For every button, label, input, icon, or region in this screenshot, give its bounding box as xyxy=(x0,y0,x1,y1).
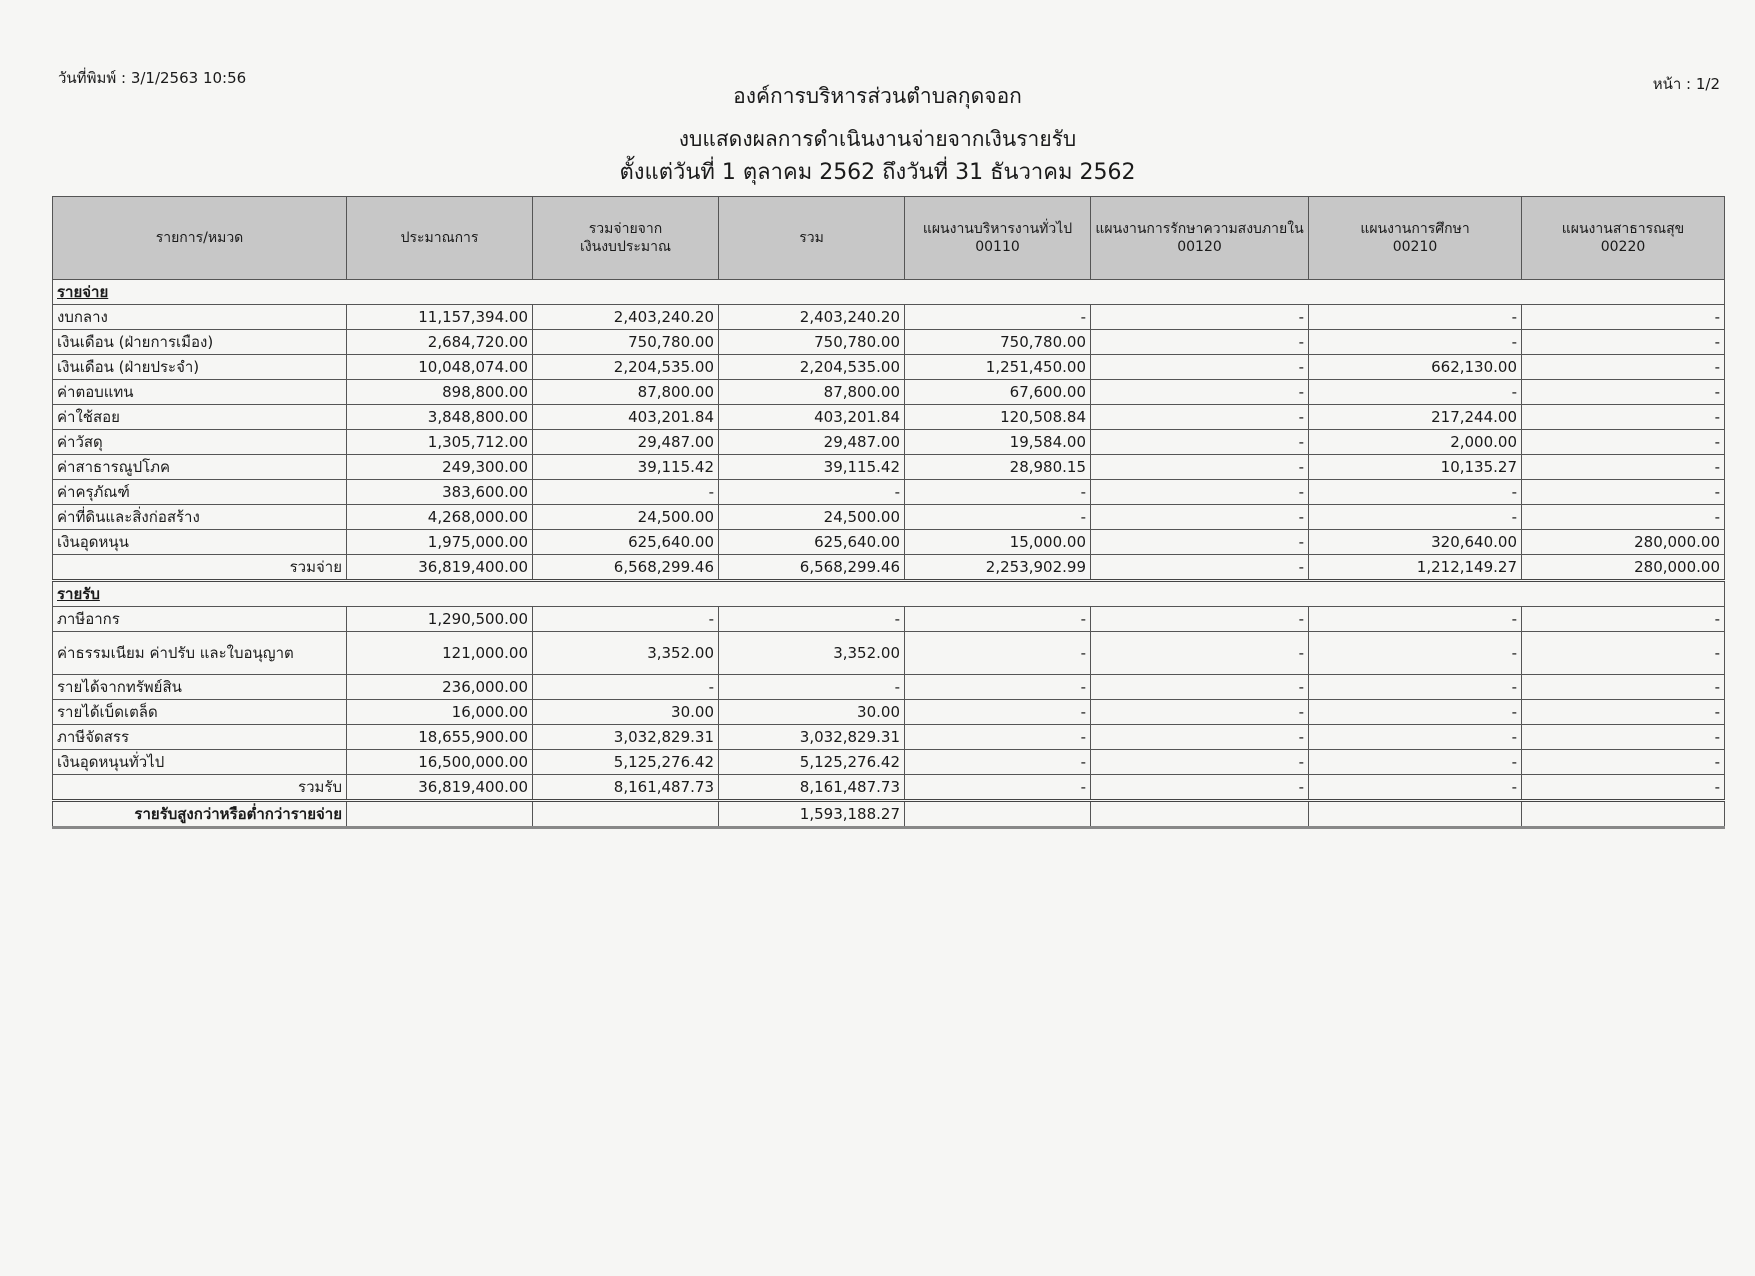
table-cell: - xyxy=(1091,700,1309,725)
col-header-general-admin: แผนงานบริหารงานทั่วไป 00110 xyxy=(905,197,1091,280)
table-cell: 898,800.00 xyxy=(347,380,533,405)
table-cell: 67,600.00 xyxy=(905,380,1091,405)
table-cell: 383,600.00 xyxy=(347,480,533,505)
table-cell: - xyxy=(1522,632,1725,675)
table-cell: - xyxy=(1522,775,1725,801)
table-row xyxy=(53,380,1725,405)
table-cell: - xyxy=(905,505,1091,530)
table-cell: 403,201.84 xyxy=(533,405,719,430)
table-cell: - xyxy=(1091,380,1309,405)
table-cell: 2,253,902.99 xyxy=(905,555,1091,581)
table-cell: - xyxy=(1091,632,1309,675)
col-header-item: รายการ/หมวด xyxy=(53,197,347,280)
table-row xyxy=(53,607,1725,632)
table-cell: - xyxy=(1091,607,1309,632)
table-cell: 29,487.00 xyxy=(719,430,905,455)
table-cell: 39,115.42 xyxy=(533,455,719,480)
table-cell: 1,251,450.00 xyxy=(905,355,1091,380)
report-period: ตั้งแต่วันที่ 1 ตุลาคม 2562 ถึงวันที่ 31 ธันวาคม 2562 xyxy=(619,160,1136,185)
table-cell: - xyxy=(1091,405,1309,430)
difference-label: รายรับสูงกว่าหรือต่ำกว่ารายจ่าย xyxy=(53,801,347,828)
col-header-education: แผนงานการศึกษา 00210 xyxy=(1309,197,1522,280)
report-titles xyxy=(0,80,1755,190)
table-cell: - xyxy=(1309,480,1522,505)
table-cell: - xyxy=(1309,675,1522,700)
table-cell: - xyxy=(905,775,1091,801)
difference-cell-empty xyxy=(533,801,719,828)
table-body xyxy=(53,280,1725,828)
total-label: รวมรับ xyxy=(53,775,347,801)
table-cell: 6,568,299.46 xyxy=(533,555,719,581)
table-cell: 8,161,487.73 xyxy=(719,775,905,801)
table-cell: 24,500.00 xyxy=(719,505,905,530)
table-cell: 320,640.00 xyxy=(1309,530,1522,555)
difference-cell-empty xyxy=(1522,801,1725,828)
total-row-revenues xyxy=(53,775,1725,801)
table-cell: - xyxy=(1309,380,1522,405)
table-cell: - xyxy=(1091,555,1309,581)
table-cell: - xyxy=(1522,455,1725,480)
table-cell: 121,000.00 xyxy=(347,632,533,675)
table-cell: 403,201.84 xyxy=(719,405,905,430)
difference-cell-empty xyxy=(1091,801,1309,828)
table-cell: 3,848,800.00 xyxy=(347,405,533,430)
row-label: ค่าครุภัณฑ์ xyxy=(53,480,347,505)
col-header-budget-paid: รวมจ่ายจาก เงินงบประมาณ xyxy=(533,197,719,280)
table-cell: 2,204,535.00 xyxy=(719,355,905,380)
table-row xyxy=(53,700,1725,725)
table-cell: 2,684,720.00 xyxy=(347,330,533,355)
page-number: หน้า : 1/2 xyxy=(1652,75,1720,93)
col-header-total: รวม xyxy=(719,197,905,280)
section-label-expenses: รายจ่าย xyxy=(53,280,1725,305)
table-cell: - xyxy=(1091,775,1309,801)
table-cell: - xyxy=(1091,530,1309,555)
table-cell: - xyxy=(1522,505,1725,530)
table-cell: 18,655,900.00 xyxy=(347,725,533,750)
table-cell: 750,780.00 xyxy=(719,330,905,355)
table-cell: - xyxy=(719,480,905,505)
report-table xyxy=(52,196,1725,829)
table-cell: - xyxy=(719,675,905,700)
row-label: ค่าใช้สอย xyxy=(53,405,347,430)
table-cell: 8,161,487.73 xyxy=(533,775,719,801)
table-row xyxy=(53,725,1725,750)
table-cell: - xyxy=(905,480,1091,505)
table-row xyxy=(53,750,1725,775)
table-cell: 2,204,535.00 xyxy=(533,355,719,380)
table-cell: - xyxy=(905,750,1091,775)
table-cell: 39,115.42 xyxy=(719,455,905,480)
row-label: ภาษีอากร xyxy=(53,607,347,632)
table-cell: - xyxy=(1522,405,1725,430)
table-row xyxy=(53,330,1725,355)
table-cell: 36,819,400.00 xyxy=(347,775,533,801)
table-cell: 3,352.00 xyxy=(719,632,905,675)
table-cell: - xyxy=(1522,330,1725,355)
table-cell: 19,584.00 xyxy=(905,430,1091,455)
table-cell: 1,290,500.00 xyxy=(347,607,533,632)
table-cell: 3,352.00 xyxy=(533,632,719,675)
table-row xyxy=(53,530,1725,555)
row-label: เงินเดือน (ฝ่ายการเมือง) xyxy=(53,330,347,355)
table-cell: - xyxy=(1522,305,1725,330)
section-row-expenses xyxy=(53,280,1725,305)
difference-cell-empty xyxy=(905,801,1091,828)
table-cell: 3,032,829.31 xyxy=(533,725,719,750)
table-cell: 662,130.00 xyxy=(1309,355,1522,380)
table-cell: 30.00 xyxy=(533,700,719,725)
table-cell: - xyxy=(1309,607,1522,632)
table-cell: - xyxy=(1091,355,1309,380)
row-label: ภาษีจัดสรร xyxy=(53,725,347,750)
table-cell: 1,975,000.00 xyxy=(347,530,533,555)
table-cell: - xyxy=(1522,700,1725,725)
table-cell: - xyxy=(1522,675,1725,700)
table-cell: 6,568,299.46 xyxy=(719,555,905,581)
table-cell: - xyxy=(905,700,1091,725)
table-cell: 1,305,712.00 xyxy=(347,430,533,455)
table-row xyxy=(53,632,1725,675)
row-label: ค่าสาธารณูปโภค xyxy=(53,455,347,480)
print-date: วันที่พิมพ์ : 3/1/2563 10:56 xyxy=(58,69,247,87)
table-cell: - xyxy=(1309,725,1522,750)
row-label: รายได้จากทรัพย์สิน xyxy=(53,675,347,700)
table-cell: 11,157,394.00 xyxy=(347,305,533,330)
difference-cell-empty xyxy=(1309,801,1522,828)
table-cell: 29,487.00 xyxy=(533,430,719,455)
table-cell: 120,508.84 xyxy=(905,405,1091,430)
table-cell: 750,780.00 xyxy=(533,330,719,355)
col-header-estimate: ประมาณการ xyxy=(347,197,533,280)
difference-cell-empty xyxy=(347,801,533,828)
table-cell: 217,244.00 xyxy=(1309,405,1522,430)
table-cell: - xyxy=(1091,455,1309,480)
table-cell: - xyxy=(905,725,1091,750)
total-row-expenses xyxy=(53,555,1725,581)
table-cell: - xyxy=(1309,632,1522,675)
table-cell: 2,403,240.20 xyxy=(533,305,719,330)
table-cell: - xyxy=(1522,750,1725,775)
table-cell: 280,000.00 xyxy=(1522,530,1725,555)
report-title: งบแสดงผลการดำเนินงานจ่ายจากเงินรายรับ xyxy=(678,127,1077,151)
table-cell: 30.00 xyxy=(719,700,905,725)
row-label: ค่าธรรมเนียม ค่าปรับ และใบอนุญาต xyxy=(53,632,347,675)
table-cell: - xyxy=(533,480,719,505)
row-label: ค่าวัสดุ xyxy=(53,430,347,455)
organization-name: องค์การบริหารส่วนตำบลกุดจอก xyxy=(733,84,1022,108)
table-cell: 249,300.00 xyxy=(347,455,533,480)
difference-row xyxy=(53,801,1725,828)
table-row xyxy=(53,305,1725,330)
table-cell: 28,980.15 xyxy=(905,455,1091,480)
table-cell: - xyxy=(533,607,719,632)
table-cell: - xyxy=(1091,750,1309,775)
table-cell: - xyxy=(1091,505,1309,530)
table-cell: - xyxy=(719,607,905,632)
table-cell: 5,125,276.42 xyxy=(719,750,905,775)
row-label: งบกลาง xyxy=(53,305,347,330)
row-label: เงินอุดหนุน xyxy=(53,530,347,555)
table-cell: 625,640.00 xyxy=(533,530,719,555)
table-header-row xyxy=(53,197,1725,280)
table-row xyxy=(53,505,1725,530)
table-cell: 87,800.00 xyxy=(533,380,719,405)
table-cell: - xyxy=(1091,305,1309,330)
table-cell: 16,500,000.00 xyxy=(347,750,533,775)
table-cell: - xyxy=(1091,480,1309,505)
table-cell: - xyxy=(1091,725,1309,750)
table-cell: - xyxy=(1091,430,1309,455)
table-row xyxy=(53,455,1725,480)
table-cell: - xyxy=(905,607,1091,632)
table-cell: - xyxy=(905,305,1091,330)
table-cell: 236,000.00 xyxy=(347,675,533,700)
table-cell: - xyxy=(1091,330,1309,355)
table-row xyxy=(53,430,1725,455)
table-row xyxy=(53,405,1725,430)
row-label: ค่าตอบแทน xyxy=(53,380,347,405)
table-row xyxy=(53,355,1725,380)
table-cell: 10,048,074.00 xyxy=(347,355,533,380)
table-cell: - xyxy=(1522,380,1725,405)
table-cell: 1,212,149.27 xyxy=(1309,555,1522,581)
table-cell: 15,000.00 xyxy=(905,530,1091,555)
table-cell: 2,000.00 xyxy=(1309,430,1522,455)
row-label: รายได้เบ็ดเตล็ด xyxy=(53,700,347,725)
table-cell: - xyxy=(1309,750,1522,775)
table-cell: - xyxy=(1522,480,1725,505)
row-label: ค่าที่ดินและสิ่งก่อสร้าง xyxy=(53,505,347,530)
table-cell: - xyxy=(533,675,719,700)
table-cell: - xyxy=(1309,775,1522,801)
table-cell: - xyxy=(1309,330,1522,355)
row-label: เงินอุดหนุนทั่วไป xyxy=(53,750,347,775)
table-cell: - xyxy=(905,632,1091,675)
difference-value: 1,593,188.27 xyxy=(719,801,905,828)
col-header-internal-security: แผนงานการรักษาความสงบภายใน 00120 xyxy=(1091,197,1309,280)
col-header-public-health: แผนงานสาธารณสุข 00220 xyxy=(1522,197,1725,280)
table-cell: 750,780.00 xyxy=(905,330,1091,355)
table-cell: 280,000.00 xyxy=(1522,555,1725,581)
section-label-revenues: รายรับ xyxy=(53,581,1725,607)
table-cell: 4,268,000.00 xyxy=(347,505,533,530)
table-cell: - xyxy=(1309,305,1522,330)
table-row xyxy=(53,480,1725,505)
table-cell: - xyxy=(905,675,1091,700)
table-cell: - xyxy=(1522,725,1725,750)
table-cell: - xyxy=(1522,355,1725,380)
table-cell: - xyxy=(1522,430,1725,455)
table-row xyxy=(53,675,1725,700)
row-label: เงินเดือน (ฝ่ายประจำ) xyxy=(53,355,347,380)
table-cell: 10,135.27 xyxy=(1309,455,1522,480)
table-cell: 2,403,240.20 xyxy=(719,305,905,330)
table-cell: 24,500.00 xyxy=(533,505,719,530)
table-cell: - xyxy=(1522,607,1725,632)
total-label: รวมจ่าย xyxy=(53,555,347,581)
table-cell: - xyxy=(1091,675,1309,700)
table-cell: 625,640.00 xyxy=(719,530,905,555)
table-cell: 36,819,400.00 xyxy=(347,555,533,581)
table-cell: - xyxy=(1309,505,1522,530)
table-cell: - xyxy=(1309,700,1522,725)
table-cell: 16,000.00 xyxy=(347,700,533,725)
section-row-revenues xyxy=(53,581,1725,607)
table-cell: 5,125,276.42 xyxy=(533,750,719,775)
table-cell: 87,800.00 xyxy=(719,380,905,405)
table-cell: 3,032,829.31 xyxy=(719,725,905,750)
